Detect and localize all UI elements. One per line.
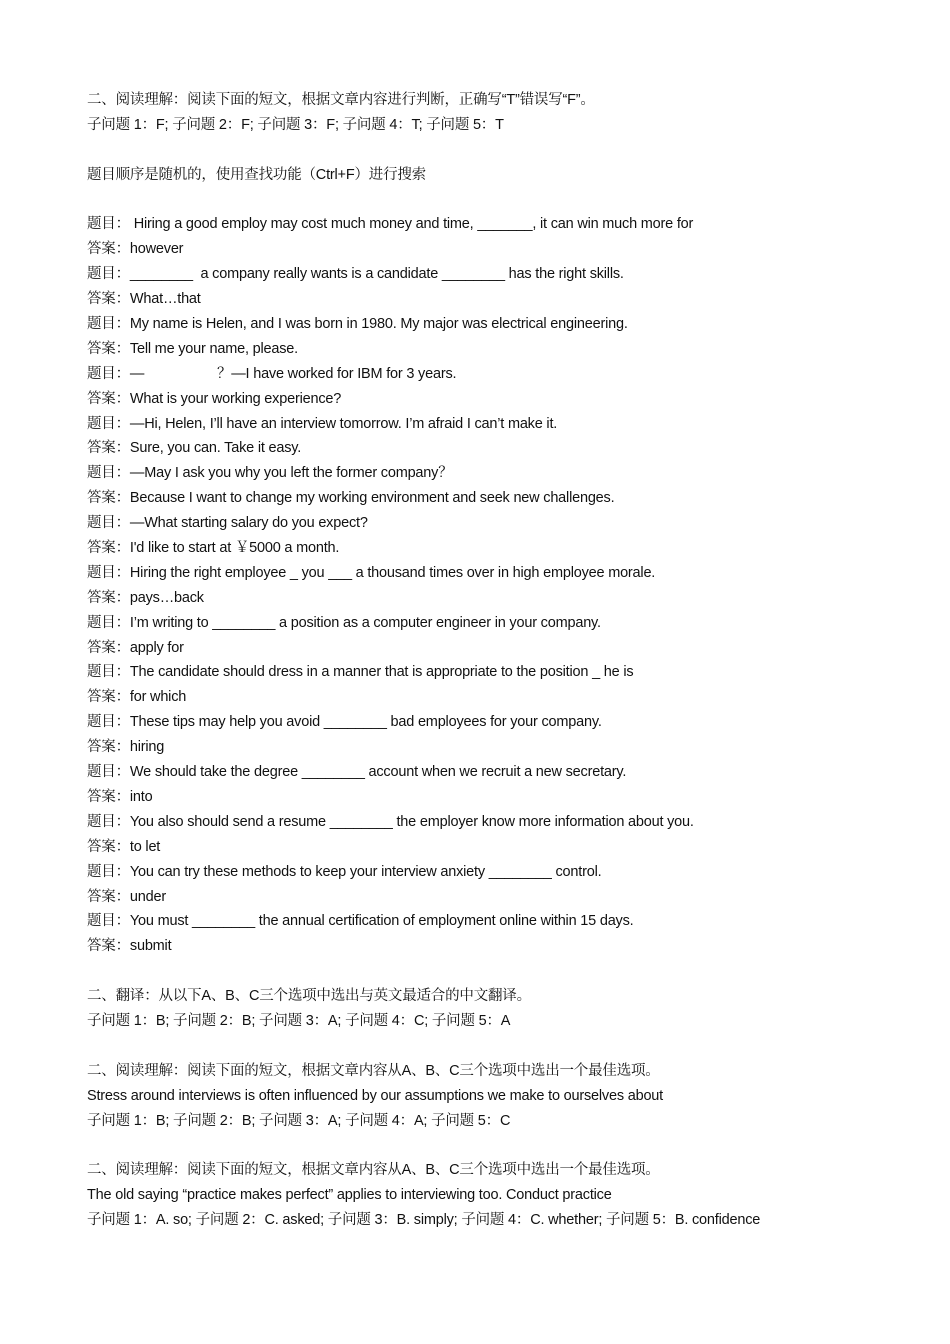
answer-line: 答案：Because I want to change my working environment and seek new challenges. xyxy=(87,490,615,507)
question-line: 题目： Hiring a good employ may cost much money and time, _______, it can win much more for xyxy=(87,216,694,233)
section-title: 二、翻译：从以下A、B、C三个选项中选出与英文最适合的中文翻译。 xyxy=(87,988,531,1005)
answer-line: 答案：however xyxy=(87,241,184,258)
passage-excerpt: Stress around interviews is often influenced by our assumptions we make to ourselves about xyxy=(87,1087,664,1104)
search-note: 题目顺序是随机的，使用查找功能（Ctrl+F）进行搜索 xyxy=(87,166,426,183)
question-line: 题目：My name is Helen, and I was born in 1980. My major was electrical engineering. xyxy=(87,316,628,333)
answer-line: 答案：What…that xyxy=(87,291,201,308)
spacer xyxy=(87,1034,917,1059)
answer-line: 答案：for which xyxy=(87,689,187,706)
answer-line: 答案：Sure, you can. Take it easy. xyxy=(87,440,302,457)
question-line: 题目：I’m writing to ________ a position as a computer engineer in your company. xyxy=(87,614,601,631)
answer-line: 答案：pays…back xyxy=(87,589,204,606)
qa-list xyxy=(87,212,917,959)
answer-key: 子问题 1：F; 子问题 2：F; 子问题 3：F; 子问题 4：T; 子问题 5：T xyxy=(87,116,504,133)
answer-line: 答案：under xyxy=(87,888,166,905)
question-line: 题目：— ？—I have worked for IBM for 3 years. xyxy=(87,365,457,382)
answer-key: 子问题 1：B; 子问题 2：B; 子问题 3：A; 子问题 4：A; 子问题 5：C xyxy=(87,1112,511,1129)
answer-line: 答案：apply for xyxy=(87,639,184,656)
spacer xyxy=(87,1133,917,1158)
question-line: 题目：________ a company really wants is a candidate ________ has the right skills. xyxy=(87,266,624,283)
answer-line: 答案：into xyxy=(87,788,153,805)
question-line: 题目：You can try these methods to keep your interview anxiety ________ control. xyxy=(87,863,602,880)
document-page xyxy=(87,88,917,1233)
question-line: 题目：These tips may help you avoid ________ bad employees for your company. xyxy=(87,714,602,731)
answer-line: 答案：to let xyxy=(87,838,161,855)
answer-line: 答案：What is your working experience? xyxy=(87,390,342,407)
spacer xyxy=(87,138,917,163)
question-line: 题目：You also should send a resume ________ the employer know more information about you. xyxy=(87,813,694,830)
question-line: 题目：—May I ask you why you left the former company？ xyxy=(87,465,453,482)
passage-excerpt: The old saying “practice makes perfect” applies to interviewing too. Conduct practice xyxy=(87,1187,612,1204)
answer-line: 答案：submit xyxy=(87,938,172,955)
answer-line: 答案：hiring xyxy=(87,739,165,756)
answer-line: 答案：Tell me your name, please. xyxy=(87,340,298,357)
spacer xyxy=(87,959,917,984)
question-line: 题目：—Hi, Helen, I’ll have an interview tomorrow. I’m afraid I can’t make it. xyxy=(87,415,558,432)
spacer xyxy=(87,188,917,213)
section-title: 二、阅读理解：阅读下面的短文，根据文章内容从A、B、C三个选项中选出一个最佳选项。 xyxy=(87,1062,660,1079)
section-title: 二、阅读理解：阅读下面的短文，根据文章内容从A、B、C三个选项中选出一个最佳选项。 xyxy=(87,1162,660,1179)
section-title: 二、阅读理解：阅读下面的短文，根据文章内容进行判断，正确写“T”错误写“F”。 xyxy=(87,92,595,108)
question-line: 题目：Hiring the right employee _ you ___ a thousand times over in high employee morale. xyxy=(87,564,656,581)
question-line: 题目：We should take the degree ________ account when we recruit a new secretary. xyxy=(87,764,627,781)
answer-key: 子问题 1：B; 子问题 2：B; 子问题 3：A; 子问题 4：C; 子问题 5：A xyxy=(87,1012,511,1029)
answer-key: 子问题 1：A. so; 子问题 2：C. asked; 子问题 3：B. simply; 子问题 4：C. whether; 子问题 5：B. confidence xyxy=(87,1212,761,1229)
question-line: 题目：You must ________ the annual certification of employment online within 15 days. xyxy=(87,913,634,930)
question-line: 题目：—What starting salary do you expect? xyxy=(87,515,368,532)
answer-line: 答案：I'd like to start at ￥5000 a month. xyxy=(87,540,340,557)
question-line: 题目：The candidate should dress in a manner that is appropriate to the position _ he is xyxy=(87,664,634,681)
